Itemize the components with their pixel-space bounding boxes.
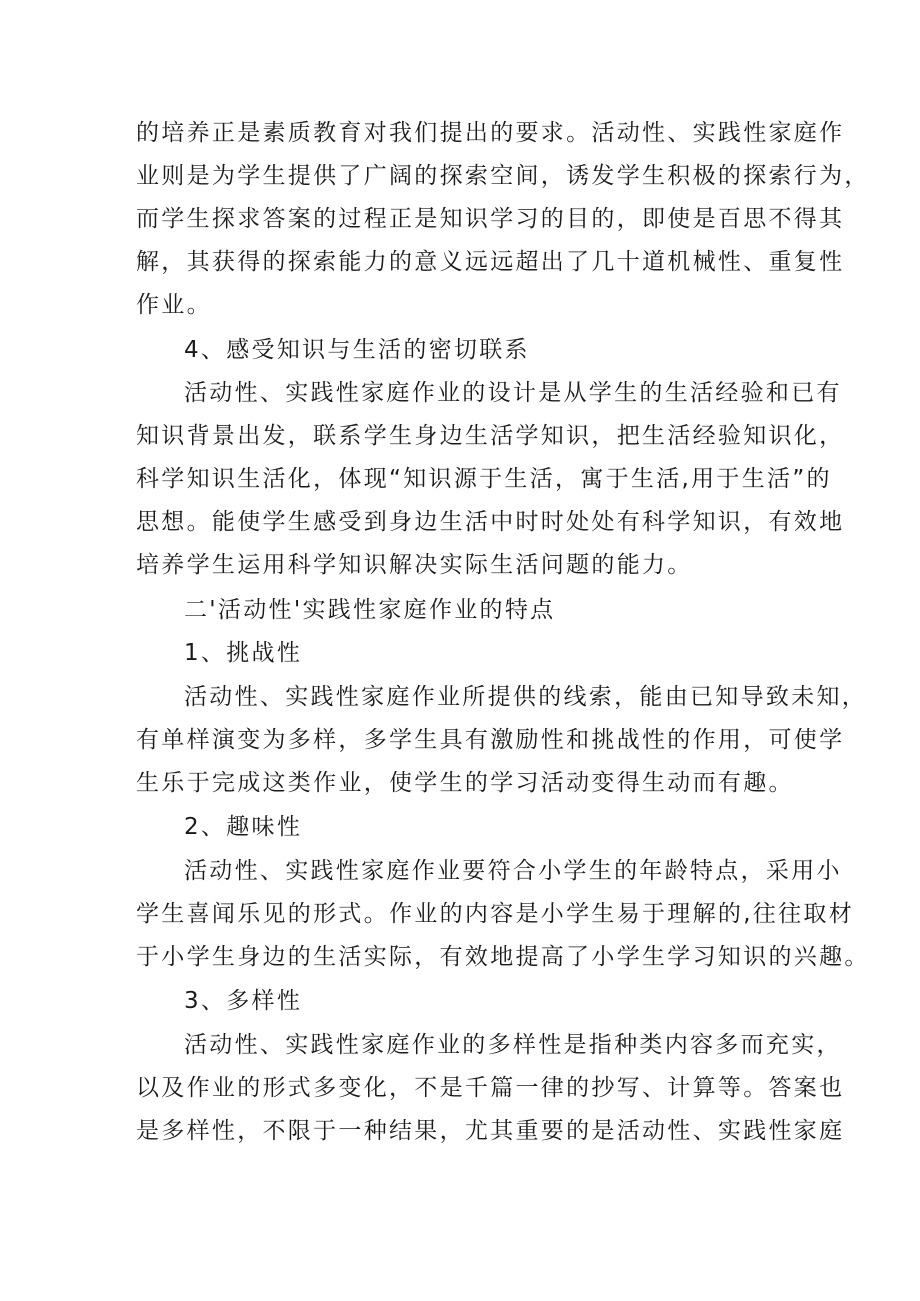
section-heading: 1、挑战性 bbox=[184, 640, 303, 666]
paragraph-line: 知识背景出发，联系学生身边生活学知识，把生活经验知识化， bbox=[136, 423, 845, 449]
paragraph-line: 科学知识生活化，体现“知识源于生活，寓于生活,用于生活”的 bbox=[136, 466, 832, 492]
paragraph-line: 生乐于完成这类作业，使学生的学习活动变得生动而有趣。 bbox=[136, 770, 794, 796]
paragraph-line: 学生喜闻乐见的形式。作业的内容是小学生易于理解的,往往取材 bbox=[136, 901, 855, 927]
paragraph-line: 有单样演变为多样，多学生具有激励性和挑战性的作用，可使学 bbox=[136, 727, 845, 753]
paragraph-line: 活动性、实践性家庭作业要符合小学生的年龄特点，采用小 bbox=[184, 858, 842, 884]
chapter-heading: 二'活动性'实践性家庭作业的特点 bbox=[184, 597, 556, 623]
paragraph-line: 思想。能使学生感受到身边生活中时时处处有科学知识，有效地 bbox=[136, 509, 845, 535]
paragraph-line: 活动性、实践性家庭作业的设计是从学生的生活经验和已有 bbox=[184, 380, 842, 406]
paragraph-line: 解，其获得的探索能力的意义远远超出了几十道机械性、重复性 bbox=[136, 249, 845, 275]
paragraph-line: 是多样性，不限于一种结果，尤其重要的是活动性、实践性家庭 bbox=[136, 1118, 845, 1144]
paragraph-line: 业则是为学生提供了广阔的探索空间，诱发学生积极的探索行为， bbox=[136, 163, 870, 189]
section-heading: 2、趣味性 bbox=[184, 814, 303, 840]
section-heading: 4、感受知识与生活的密切联系 bbox=[184, 337, 530, 363]
paragraph-line: 而学生探求答案的过程正是知识学习的目的，即使是百思不得其 bbox=[136, 206, 845, 232]
paragraph-line: 培养学生运用科学知识解决实际生活问题的能力。 bbox=[136, 552, 693, 578]
paragraph-line: 活动性、实践性家庭作业所提供的线索，能由已知导致未知， bbox=[184, 684, 868, 710]
paragraph-line: 作业。 bbox=[136, 292, 212, 318]
paragraph-line: 以及作业的形式多变化，不是千篇一律的抄写、计算等。答案也 bbox=[136, 1075, 845, 1101]
paragraph-line: 活动性、实践性家庭作业的多样性是指种类内容多而充实， bbox=[184, 1032, 842, 1058]
paragraph-line: 于小学生身边的生活实际，有效地提高了小学生学习知识的兴趣。 bbox=[136, 944, 870, 970]
section-heading: 3、多样性 bbox=[184, 988, 303, 1014]
paragraph-line: 的培养正是素质教育对我们提出的要求。活动性、实践性家庭作 bbox=[136, 120, 845, 146]
